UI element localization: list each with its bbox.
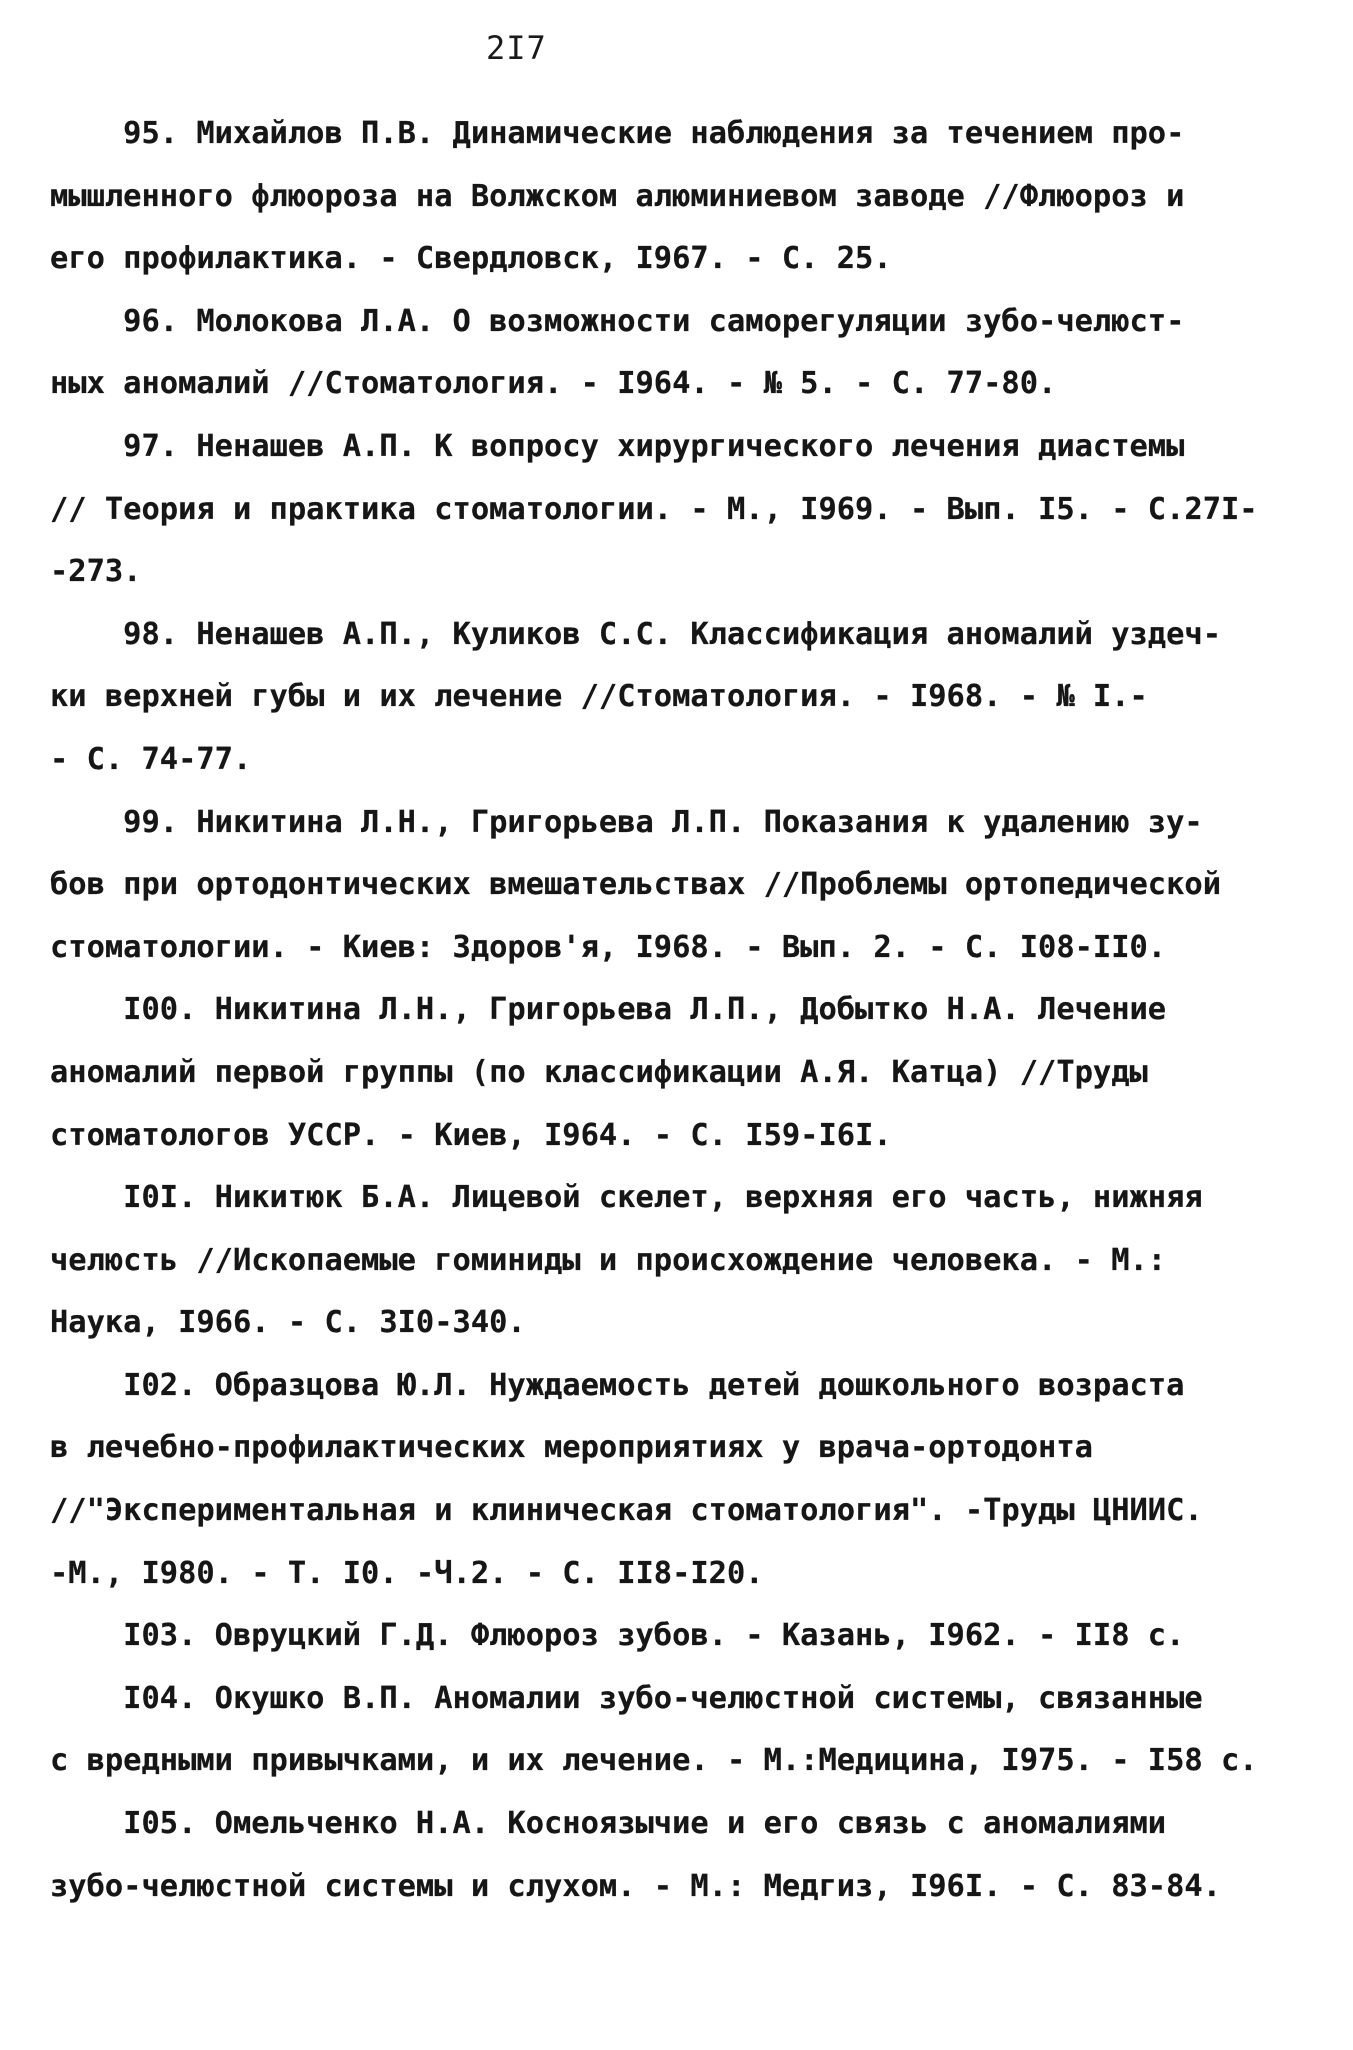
reference-line: I05. Омельченко Н.А. Косноязычие и его связь с аномалиями	[50, 1806, 1167, 1842]
reference-line: 95. Михайлов П.В. Динамические наблюдения за течением про-	[50, 116, 1185, 151]
reference-line: челюсть //Ископаемые гоминиды и происхождение человека. - М.:	[50, 1242, 1167, 1278]
reference-line: Наука, I966. - С. 3I0-340.	[50, 1305, 526, 1341]
reference-line: //"Экспериментальная и клиническая стоматология". -Труды ЦНИИС.	[50, 1493, 1203, 1529]
reference-line: 97. Ненашев А.П. К вопросу хирургического лечения диастемы	[50, 428, 1185, 464]
reference-line: бов при ортодонтических вмешательствах //Проблемы ортопедической	[50, 867, 1221, 903]
reference-line: I03. Овруцкий Г.Д. Флюороз зубов. - Казань, I962. - II8 с.	[50, 1618, 1185, 1654]
reference-line: - С. 74-77.	[50, 741, 252, 777]
reference-line: 99. Никитина Л.Н., Григорьева Л.П. Показания к удалению зу-	[50, 804, 1203, 840]
reference-line: аномалий первой группы (по классификации А.Я. Катца) //Труды	[50, 1054, 1148, 1090]
reference-line: 96. Молокова Л.А. О возможности саморегуляции зубо-челюст-	[50, 303, 1185, 339]
reference-line: его профилактика. - Свердловск, I967. - С. 25.	[50, 241, 892, 277]
reference-line: I0I. Никитюк Б.А. Лицевой скелет, верхняя его часть, нижняя	[50, 1180, 1203, 1216]
reference-line: стоматологов УССР. - Киев, I964. - С. I59-I6I.	[50, 1117, 892, 1153]
page-number: 2I7	[486, 29, 547, 67]
reference-line: 98. Ненашев А.П., Куликов С.С. Классификация аномалий уздеч-	[50, 616, 1221, 652]
reference-line: ки верхней губы и их лечение //Стоматология. - I968. - № I.-	[50, 679, 1148, 715]
reference-line: I04. Окушко В.П. Аномалии зубо-челюстной системы, связанные	[50, 1680, 1203, 1716]
reference-line: // Теория и практика стоматологии. - М., I969. - Вып. I5. - С.27I-	[50, 491, 1258, 527]
reference-line: ных аномалий //Стоматология. - I964. - № 5. - С. 77-80.	[50, 366, 1057, 402]
reference-list	[50, 103, 1315, 1918]
reference-line: мышленного флюороза на Волжском алюминиевом заводе //Флюороз и	[50, 178, 1185, 214]
reference-line: зубо-челюстной системы и слухом. - М.: Медгиз, I96I. - С. 83-84.	[50, 1868, 1221, 1904]
reference-line: в лечебно-профилактических мероприятиях у врача-ортодонта	[50, 1430, 1093, 1466]
reference-line: с вредными привычками, и их лечение. - М.:Медицина, I975. - I58 с.	[50, 1743, 1258, 1779]
reference-line: -273.	[50, 554, 142, 590]
reference-line: I02. Образцова Ю.Л. Нуждаемость детей дошкольного возраста	[50, 1367, 1185, 1403]
reference-line: стоматологии. - Киев: Здоров'я, I968. - Вып. 2. - С. I08-II0.	[50, 929, 1167, 965]
reference-line: -М., I980. - Т. I0. -Ч.2. - С. II8-I20.	[50, 1555, 764, 1591]
reference-line: I00. Никитина Л.Н., Григорьева Л.П., Добытко Н.А. Лечение	[50, 992, 1167, 1028]
